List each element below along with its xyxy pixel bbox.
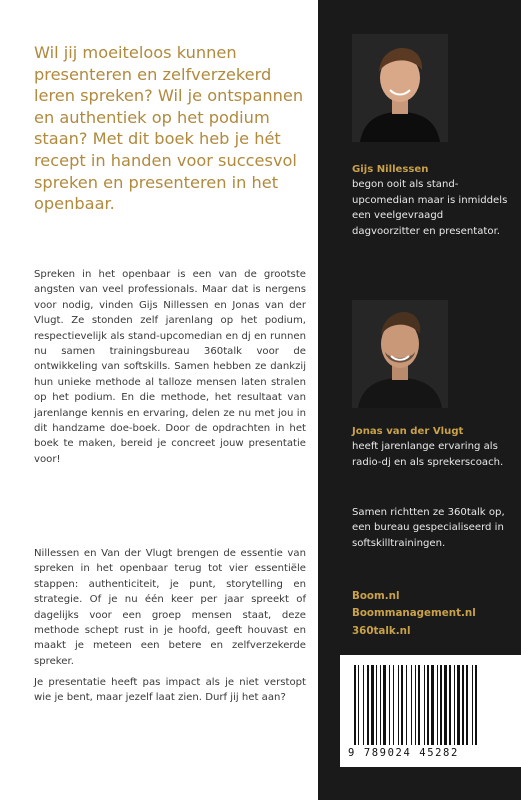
barcode-icon xyxy=(350,663,521,747)
author-bio-jonas xyxy=(352,424,512,470)
author-photo-jonas xyxy=(352,300,448,408)
author-name: Gijs Nillessen xyxy=(352,164,429,175)
website-links xyxy=(352,588,512,640)
link-boom[interactable]: Boom.nl xyxy=(352,590,400,602)
headline-blurb: Wil jij moeiteloos kunnen presenteren en zelfverzekerd leren spreken? Wil je ontspannen en authentiek op het podium staan? Met dit boek heb je hét recept in handen voor succesvol spreken en presenteren in het openbaar. xyxy=(34,43,304,214)
portrait-icon xyxy=(352,34,448,142)
barcode-panel xyxy=(340,655,521,767)
closing-statement: Samen richtten ze 360talk op, een bureau gespecialiseerd in softskilltrainingen. xyxy=(352,507,505,549)
portrait-icon xyxy=(352,300,448,408)
body-paragraph-2: Nillessen en Van der Vlugt brengen de essentie van spreken in het openbaar terug tot vier essentiële stappen: authenticiteit, je punt, storytelling en strategie. Of je nu één keer per jaar spreekt of dagelijks voor een groep mensen staat, deze methode schept rust in je hoofd, geeft houvast en maakt je meteen een betere en zelfverzekerde spreker. xyxy=(34,548,306,667)
isbn-number: 9 789024 45282 xyxy=(348,747,459,759)
body-paragraph-1: Spreken in het openbaar is een van de grootste angsten van veel professionals. Maar dat is nergens voor nodig, vinden Gijs Nillessen en Jonas van der Vlugt. Ze stonden zelf jarenlang op het podium, respectievelijk als stand-upcomedian en dj en runnen nu samen trainingsbureau 360talk voor de ontwikkeling van softskills. Samen hebben ze dankzij hun unieke methode al talloze mensen laten stralen op het podium. En die methode, het resultaat van jarenlange kennis en ervaring, delen ze nu met jou in dit handzame doe-boek. Door de opdrachten in het boek te maken, bereid je concreet jouw presentatie voor! xyxy=(34,269,306,465)
link-360talk[interactable]: 360talk.nl xyxy=(352,624,411,637)
author-bio-text: heeft jarenlange ervaring als radio-dj en als sprekerscoach. xyxy=(352,441,504,468)
author-bio-text: begon ooit als stand-upcomedian maar is inmiddels een veelgevraagd dagvoorzitter en presentator. xyxy=(352,179,508,237)
link-boommanagement[interactable]: Boommanagement.nl xyxy=(352,607,476,620)
author-name: Jonas van der Vlugt xyxy=(352,426,464,437)
body-paragraph-3: Je presentatie heeft pas impact als je niet verstopt wie je bent, maar jezelf laat zien. Durf jij het aan? xyxy=(34,677,306,704)
author-bio-gijs xyxy=(352,162,512,239)
author-photo-gijs xyxy=(352,34,448,142)
